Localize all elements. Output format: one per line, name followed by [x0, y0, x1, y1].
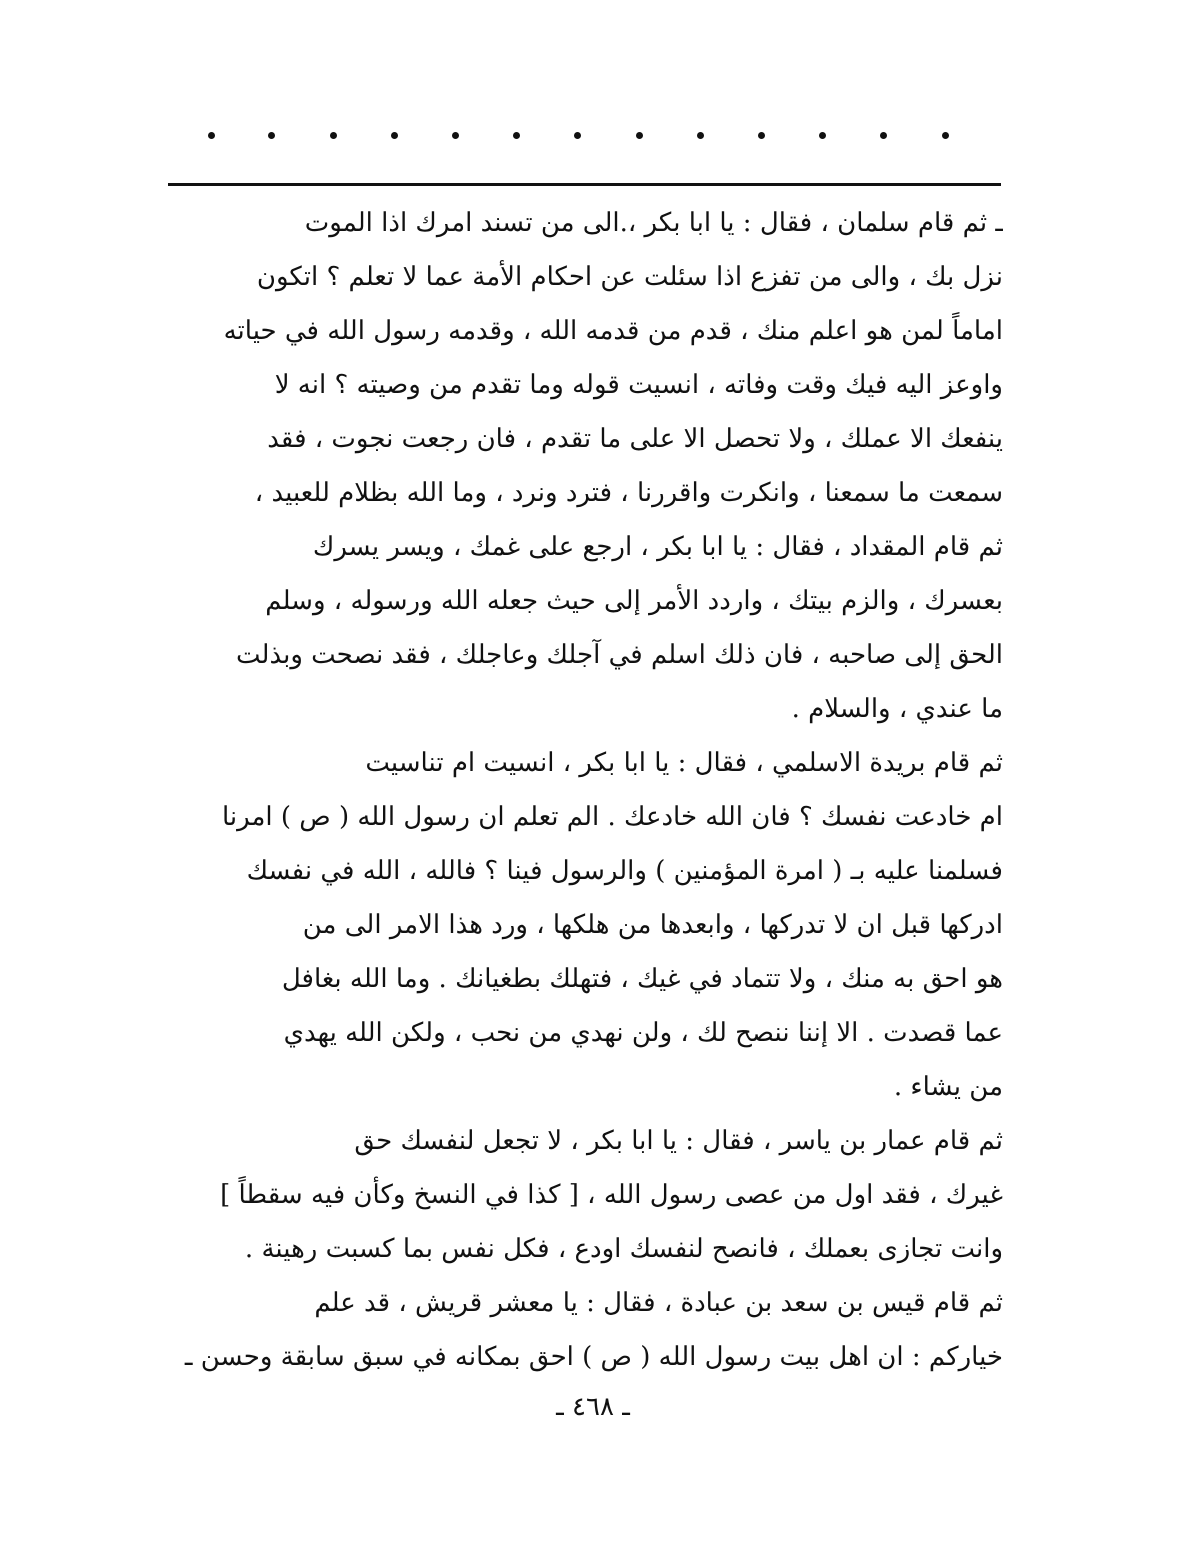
text-line: ثم قام قيس بن سعد بن عبادة ، فقال : يا معشر قريش ، قد علم	[314, 1288, 1003, 1318]
text-line: غيرك ، فقد اول من عصى رسول الله ، [ كذا في النسخ وكأن فيه سقطاً ]	[220, 1180, 1003, 1210]
text-line: واوعز اليه فيك وقت وفاته ، انسيت قوله وما تقدم من وصيته ؟ انه لا	[274, 370, 1003, 400]
text-line: خياركم : ان اهل بيت رسول الله ( ص ) احق بمكانه في سبق سابقة وحسن ـ	[184, 1342, 1003, 1372]
ornament-dot	[513, 132, 520, 139]
ornament-dot	[330, 132, 337, 139]
text-line: ينفعك الا عملك ، ولا تحصل الا على ما تقدم ، فان رجعت نجوت ، فقد	[267, 424, 1003, 454]
text-line: ام خادعت نفسك ؟ فان الله خادعك . الم تعلم ان رسول الله ( ص ) امرنا	[221, 802, 1003, 832]
header-rule	[168, 183, 1001, 186]
ornament-dot	[268, 132, 275, 139]
text-line: الحق إلى صاحبه ، فان ذلك اسلم في آجلك وعاجلك ، فقد نصحت وبذلت	[236, 640, 1003, 670]
text-line: ما عندي ، والسلام .	[791, 694, 1003, 724]
ornament-dot	[880, 132, 887, 139]
text-line: ثم قام المقداد ، فقال : يا ابا بكر ، ارجع على غمك ، ويسر يسرك	[312, 532, 1003, 562]
ornament-dot	[208, 132, 215, 139]
text-line: عما قصدت . الا إننا ننصح لك ، ولن نهدي من نحب ، ولكن الله يهدي	[283, 1018, 1003, 1048]
ornament-dot	[391, 132, 398, 139]
text-line: اماماً لمن هو اعلم منك ، قدم من قدمه الله ، وقدمه رسول الله في حياته	[223, 316, 1003, 346]
ornament-dot	[636, 132, 643, 139]
text-line: وانت تجازى بعملك ، فانصح لنفسك اودع ، فكل نفس بما كسبت رهينة .	[244, 1234, 1003, 1264]
ornament-dot	[819, 132, 826, 139]
text-line: ثم قام عمار بن ياسر ، فقال : يا ابا بكر ، لا تجعل لنفسك حق	[354, 1126, 1003, 1156]
ornament-dot	[942, 132, 949, 139]
text-line: بعسرك ، والزم بيتك ، واردد الأمر إلى حيث جعله الله ورسوله ، وسلم	[265, 586, 1003, 616]
body-text	[160, 196, 1003, 1376]
ornament-dot	[574, 132, 581, 139]
ornament-dot	[452, 132, 459, 139]
text-line: هو احق به منك ، ولا تتماد في غيك ، فتهلك بطغيانك . وما الله بغافل	[281, 964, 1003, 994]
text-line: سمعت ما سمعنا ، وانكرت واقررنا ، فترد ونرد ، وما الله بظلام للعبيد ،	[254, 478, 1003, 508]
ornament-dots	[200, 132, 970, 152]
text-line: ـ ثم قام سلمان ، فقال : يا ابا بكر ،.الى من تسند امرك اذا الموت	[304, 208, 1003, 238]
text-line: ادركها قبل ان لا تدركها ، وابعدها من هلكها ، ورد هذا الامر الى من	[302, 910, 1003, 940]
text-line: فسلمنا عليه بـ ( امرة المؤمنين ) والرسول فينا ؟ فالله ، الله في نفسك	[246, 856, 1003, 886]
text-line: ثم قام بريدة الاسلمي ، فقال : يا ابا بكر ، انسيت ام تناسيت	[365, 748, 1003, 778]
text-line: من يشاء .	[893, 1072, 1003, 1102]
ornament-dot	[758, 132, 765, 139]
ornament-dot	[697, 132, 704, 139]
page-number: ـ ٤٦٨ ـ	[556, 1392, 630, 1422]
text-line: نزل بك ، والى من تفزع اذا سئلت عن احكام الأمة عما لا تعلم ؟ اتكون	[256, 262, 1003, 292]
